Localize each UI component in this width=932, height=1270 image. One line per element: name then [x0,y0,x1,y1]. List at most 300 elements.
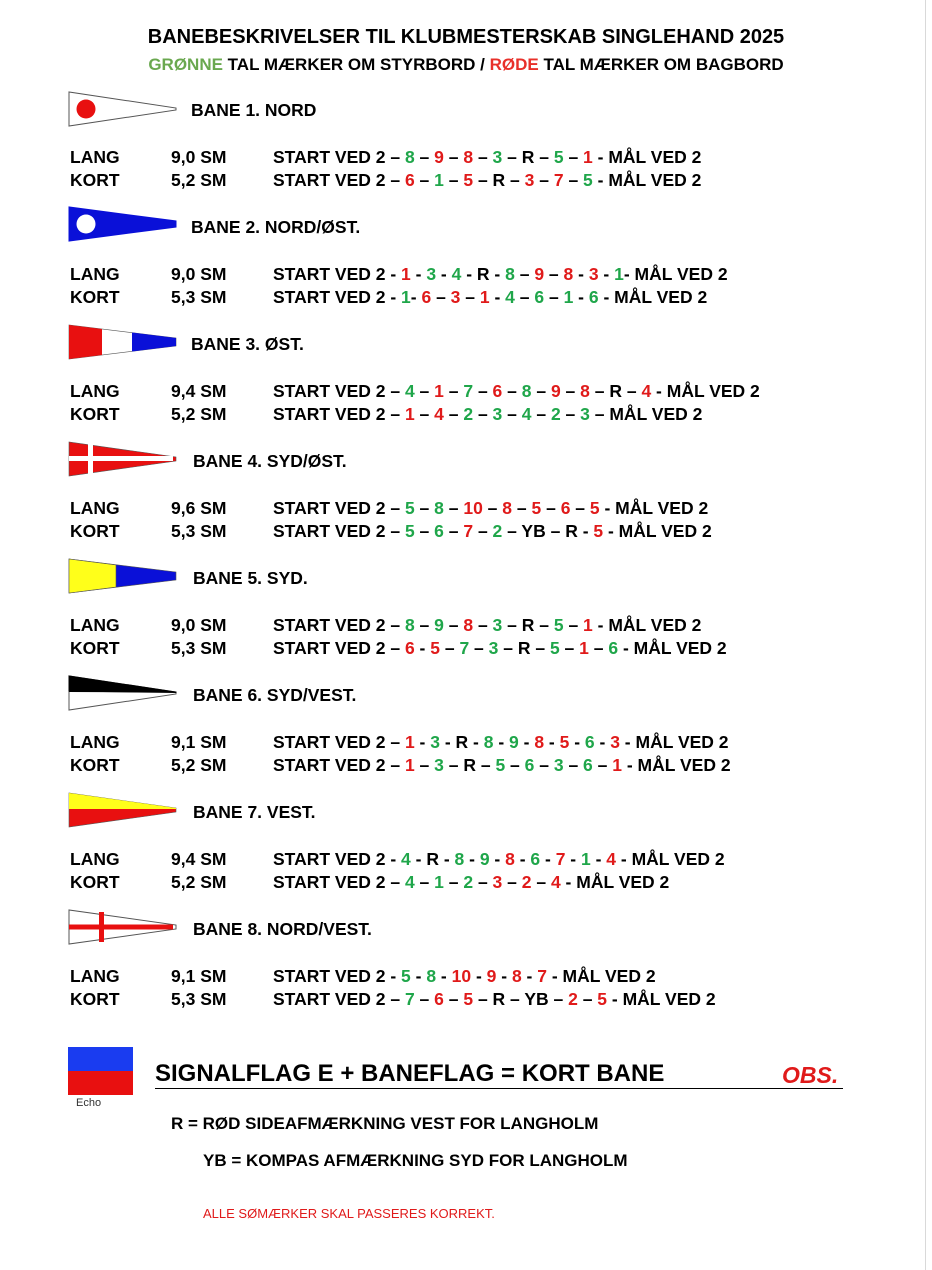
route-text: - MÅL VED 2 [592,170,702,190]
route-text: – [473,381,493,401]
bane-1-name: BANE 1. NORD [191,100,317,120]
route-text: – R – YB – [473,989,569,1009]
starboard-mark: 2 [492,521,503,541]
starboard-mark: 3 [430,732,440,752]
route-text: – [502,381,522,401]
course-route [273,965,656,987]
route-text: – [563,147,584,167]
echo-flag-label: Echo [76,1097,102,1109]
route-text: - MÅL VED 2 [618,638,727,658]
route-text: - MÅL VED 2 [599,498,709,518]
route-text: - MÅL VED 2 [592,147,702,167]
route-text: - MÅL VED 2 [623,264,728,284]
course-route [273,380,760,402]
port-mark: 1 [612,755,622,775]
page-edge [925,0,926,1270]
port-mark: 1 [434,381,444,401]
echo-signal-flag-icon [68,1047,133,1095]
route-text: – [570,498,590,518]
starboard-mark: 6 [530,849,541,869]
route-text: - [569,732,585,752]
port-mark: 1 [583,147,593,167]
starboard-mark: 4 [521,404,532,424]
starboard-mark: 4 [505,287,515,307]
route-text: – [460,287,480,307]
port-mark: 8 [511,966,522,986]
route-text: – [443,872,464,892]
starboard-mark: 8 [434,498,444,518]
route-text: – [414,498,435,518]
course-distance: 9,4 SM [171,849,227,869]
course-distance: 9,1 SM [171,966,227,986]
route-text: - [514,849,531,869]
starboard-mark: 1 [614,264,624,284]
red-white-blue-pennant-icon [68,324,178,360]
route-text: - MÅL VED 2 [603,521,712,541]
port-mark: 1 [404,404,415,424]
course-route [273,169,701,191]
port-mark: 6 [560,498,571,518]
obs-note: OBS. [782,1062,839,1088]
starboard-mark: 8 [483,732,494,752]
course-type: KORT [70,755,120,775]
route-text: - MÅL VED 2 [651,381,760,401]
course-route [273,520,712,542]
route-text: - [436,966,452,986]
route-text: – [588,638,609,658]
starboard-mark: 8 [454,849,465,869]
course-distance: 9,0 SM [171,147,227,167]
route-text: – [443,381,464,401]
route-text: – [443,989,464,1009]
course-type: LANG [70,264,120,284]
starboard-mark: 7 [463,381,474,401]
starboard-mark: 3 [553,755,564,775]
starboard-mark: 6 [434,521,444,541]
port-mark: 7 [555,849,566,869]
route-text: – [563,755,584,775]
port-mark: 5 [589,498,600,518]
port-mark: 8 [563,264,574,284]
route-text: – [534,755,554,775]
route-text: – MÅL VED 2 [589,404,703,424]
route-text: START VED 2 – [273,755,405,775]
route-text: – [443,147,464,167]
route-text: – [414,521,435,541]
port-mark: 5 [463,170,474,190]
route-text: – YB – R - [502,521,594,541]
route-text: – R – [589,381,642,401]
route-text: - [590,849,607,869]
route-text: - [410,264,427,284]
course-type: LANG [70,849,120,869]
route-text: – [443,521,464,541]
route-text: – [414,755,435,775]
page-title: BANEBESKRIVELSER TIL KLUBMESTERSKAB SINGLEHAND 2025 [147,26,785,48]
route-text: - MÅL VED 2 [560,872,670,892]
route-text: - [471,966,487,986]
signal-rule: SIGNALFLAG E + BANEFLAG = KORT BANE [155,1060,665,1087]
route-text: – [563,615,584,635]
route-text: – [414,615,435,635]
starboard-mark: 2 [463,404,474,424]
subtitle-end: TAL MÆRKER OM BAGBORD [538,55,784,74]
starboard-mark: 6 [584,732,595,752]
starboard-mark: 3 [426,264,437,284]
port-mark: 10 [463,498,483,518]
route-text: - [594,732,611,752]
route-text: – [473,404,493,424]
port-mark: 8 [505,849,515,869]
route-text: – [473,872,493,892]
course-distance: 9,0 SM [171,264,227,284]
course-route [273,848,725,870]
route-text: START VED 2 – [273,989,405,1009]
course-distance: 5,2 SM [171,170,227,190]
starboard-mark: 8 [404,615,415,635]
route-text: - [565,849,581,869]
port-mark: 3 [610,732,620,752]
course-route [273,871,669,893]
port-mark: 1 [479,287,490,307]
bane-4-name: BANE 4. SYD/ØST. [193,451,347,471]
course-type: KORT [70,872,120,892]
route-text: - MÅL VED 2 [616,849,725,869]
course-distance: 5,2 SM [171,404,227,424]
starboard-mark: 5 [583,170,593,190]
course-type: KORT [70,638,120,658]
route-text: - [489,287,506,307]
starboard-mark: 2 [550,404,561,424]
port-mark: 4 [641,381,652,401]
starboard-mark: 2 [463,872,474,892]
route-text: – R – [502,615,554,635]
starboard-mark: 6 [583,755,593,775]
white-red-cross-pennant-icon [68,909,178,945]
course-type: KORT [70,989,120,1009]
port-mark: 1 [404,755,415,775]
course-route [273,637,727,659]
port-mark: 1 [583,615,593,635]
subtitle-green: GRØNNE [148,55,223,74]
port-mark: 2 [568,989,578,1009]
starboard-mark: 6 [608,638,619,658]
route-text: – [443,615,464,635]
route-text: – [512,498,532,518]
port-mark: 7 [463,521,474,541]
course-distance: 5,2 SM [171,755,227,775]
port-mark: 10 [451,966,472,986]
route-text: – [514,287,535,307]
starboard-mark: 4 [401,849,411,869]
route-text: - [493,732,510,752]
starboard-mark: 5 [404,521,415,541]
route-text: - MÅL VED 2 [592,615,702,635]
port-mark: 4 [434,404,444,424]
route-text: – [443,498,464,518]
route-text: START VED 2 – [273,615,405,635]
port-mark: 9 [434,147,444,167]
port-mark: 4 [550,872,561,892]
course-type: KORT [70,404,120,424]
route-text: START VED 2 – [273,638,405,658]
route-text: START VED 2 – [273,498,405,518]
starboard-mark: 8 [426,966,437,986]
route-text: – R – [502,147,554,167]
port-mark: 1 [401,264,411,284]
course-type: KORT [70,170,120,190]
starboard-mark: 1 [563,287,574,307]
route-text: – [473,147,493,167]
note-r: R = RØD SIDEAFMÆRKNING VEST FOR LANGHOLM [171,1114,599,1133]
starboard-mark: 9 [479,849,490,869]
starboard-mark: 3 [492,615,503,635]
route-text: START VED 2 - [273,287,402,307]
course-type: LANG [70,615,120,635]
signal-underline [155,1088,843,1089]
starboard-mark: 4 [404,381,415,401]
port-mark: 8 [463,147,474,167]
starboard-mark: 5 [404,498,415,518]
route-text: – [531,404,551,424]
port-mark: 3 [588,264,599,284]
port-mark: 5 [463,989,474,1009]
course-type: LANG [70,732,120,752]
route-text: – [592,755,613,775]
port-mark: 5 [430,638,440,658]
black-white-pennant-icon [68,675,178,711]
course-route [273,497,708,519]
course-type: LANG [70,966,120,986]
port-mark: 6 [404,170,415,190]
starboard-mark: 5 [549,638,560,658]
starboard-mark: 5 [401,966,411,986]
starboard-mark: 6 [524,755,535,775]
port-mark: 9 [486,966,497,986]
route-text: START VED 2 – [273,147,405,167]
port-mark: 6 [434,989,444,1009]
warning-note: ALLE SØMÆRKER SKAL PASSERES KORREKT. [203,1206,495,1221]
starboard-mark: 4 [404,872,415,892]
bane-2-name: BANE 2. NORD/ØST. [191,217,361,237]
route-text: - MÅL VED 2 [619,732,729,752]
note-yb: YB = KOMPAS AFMÆRKNING SYD FOR LANGHOLM [203,1151,628,1170]
route-text: – [563,170,584,190]
route-text: START VED 2 – [273,381,405,401]
starboard-mark: 8 [521,381,532,401]
route-text: – [505,755,525,775]
port-mark: 2 [521,872,532,892]
route-text: START VED 2 – [273,872,405,892]
port-mark: 8 [580,381,590,401]
course-type: KORT [70,521,120,541]
route-text: – [443,404,464,424]
course-route [273,146,701,168]
course-type: LANG [70,147,120,167]
port-mark: 7 [553,170,564,190]
route-text: – [414,989,435,1009]
red-ball-pennant-icon [68,91,178,127]
starboard-mark: 8 [404,147,415,167]
starboard-mark: 5 [495,755,506,775]
port-mark: 1 [404,732,415,752]
route-text: – [469,638,489,658]
route-text: - [414,732,431,752]
route-text: – [482,498,503,518]
starboard-mark: 1 [401,287,411,307]
route-text: - [573,264,589,284]
port-mark: 3 [524,170,535,190]
route-text: – [541,498,561,518]
route-text: – [502,404,522,424]
course-route [273,403,702,425]
starboard-mark: 1 [434,872,444,892]
route-text: - [598,264,615,284]
port-mark: 5 [559,732,570,752]
port-mark: 5 [593,521,604,541]
route-text: - MÅL VED 2 [598,287,708,307]
route-text: - MÅL VED 2 [546,966,656,986]
starboard-mark: 8 [505,264,515,284]
starboard-mark: 3 [492,147,503,167]
bane-7-name: BANE 7. VEST. [193,802,316,822]
yellow-red-pennant-icon [68,792,178,828]
route-text: - R - [410,849,455,869]
starboard-mark: 7 [404,989,415,1009]
starboard-mark: 1 [434,170,444,190]
starboard-mark: 9 [509,732,519,752]
bane-8-name: BANE 8. NORD/VEST. [193,919,372,939]
route-text: – [431,287,451,307]
route-text: – [414,404,435,424]
port-mark: 9 [550,381,561,401]
port-mark: 8 [502,498,513,518]
starboard-mark: 4 [451,264,462,284]
course-distance: 5,3 SM [171,989,227,1009]
course-route [273,286,707,308]
course-distance: 9,1 SM [171,732,227,752]
route-text: – R – [443,755,496,775]
yellow-blue-pennant-icon [68,558,178,594]
port-mark: 7 [537,966,547,986]
route-text: – [560,381,581,401]
port-mark: 6 [404,638,415,658]
route-text: START VED 2 – [273,170,405,190]
subtitle-red: RØDE [489,55,539,74]
starboard-mark: 5 [553,147,564,167]
course-distance: 5,3 SM [171,638,227,658]
route-text: - [436,264,452,284]
route-text: - R - [439,732,484,752]
route-text: – [502,872,522,892]
route-text: – [514,264,535,284]
port-mark: 4 [606,849,617,869]
route-text: – [559,638,580,658]
port-mark: 5 [531,498,542,518]
route-text: - MÅL VED 2 [621,755,731,775]
starboard-mark: 5 [553,615,564,635]
course-route [273,988,716,1010]
starboard-mark: 7 [459,638,470,658]
route-text: - [489,849,506,869]
route-text: - [414,638,431,658]
route-text: – [534,170,554,190]
port-mark: 8 [463,615,474,635]
route-text: - [521,966,538,986]
port-mark: 6 [421,287,432,307]
port-mark: 9 [534,264,545,284]
port-mark: 8 [534,732,545,752]
course-distance: 5,2 SM [171,872,227,892]
route-text: START VED 2 - [273,849,402,869]
route-text: START VED 2 - [273,966,402,986]
route-text: START VED 2 – [273,521,405,541]
route-text: - [518,732,535,752]
route-text: – [544,264,564,284]
subtitle-mid: TAL MÆRKER OM STYRBORD / [222,55,490,74]
course-distance: 9,4 SM [171,381,227,401]
route-text: – R – [498,638,550,658]
course-distance: 5,3 SM [171,521,227,541]
course-type: LANG [70,498,120,518]
port-mark: 3 [492,872,503,892]
route-text: – [414,872,435,892]
starboard-mark: 3 [580,404,590,424]
route-text: START VED 2 - [273,264,402,284]
route-text: – R – [473,170,525,190]
red-white-cross-pennant-icon [68,441,178,477]
starboard-mark: 3 [434,755,444,775]
course-distance: 5,3 SM [171,287,227,307]
route-text: - [410,966,427,986]
route-text: - [496,966,512,986]
route-text: – [439,638,460,658]
course-distance: 9,6 SM [171,498,227,518]
route-text: – [473,521,493,541]
course-route [273,754,731,776]
route-text: START VED 2 – [273,404,405,424]
bane-6-name: BANE 6. SYD/VEST. [193,685,357,705]
route-text: - [410,287,422,307]
starboard-mark: 9 [434,615,444,635]
page-subtitle [0,55,932,75]
course-type: KORT [70,287,120,307]
route-text: – [577,989,598,1009]
port-mark: 5 [597,989,608,1009]
starboard-mark: 3 [492,404,503,424]
route-text: – [443,170,464,190]
port-mark: 6 [492,381,503,401]
port-mark: 3 [450,287,461,307]
course-route [273,731,729,753]
starboard-mark: 3 [488,638,499,658]
route-text: – [531,872,551,892]
route-text: – [560,404,581,424]
course-distance: 9,0 SM [171,615,227,635]
route-text: - [573,287,589,307]
blue-ball-pennant-icon [68,206,178,242]
route-text: - [544,732,560,752]
route-text: START VED 2 – [273,732,405,752]
starboard-mark: 1 [581,849,591,869]
route-text: - [464,849,480,869]
course-type: LANG [70,381,120,401]
route-text: - R - [461,264,506,284]
course-route [273,614,701,636]
route-text: – [531,381,551,401]
port-mark: 1 [579,638,589,658]
route-text: – [544,287,564,307]
